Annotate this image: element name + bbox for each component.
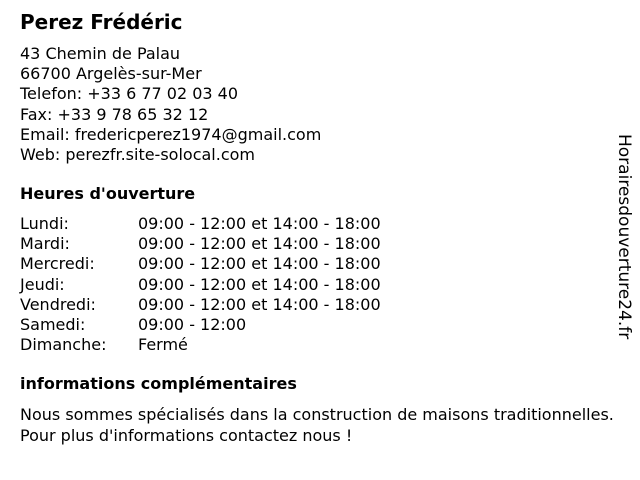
hours-row-wednesday	[20, 254, 381, 274]
info-text: Nous sommes spécialisés dans la construction de maisons traditionnelles. Pour plus d'informations contactez nous !	[20, 405, 614, 445]
watermark-text: Horairesdouverture24.fr	[614, 134, 634, 340]
hours-row-saturday	[20, 315, 381, 335]
hours-value: 09:00 - 12:00 et 14:00 - 18:00	[138, 254, 381, 274]
hours-day: Samedi:	[20, 315, 86, 335]
watermark	[612, 134, 636, 374]
hours-table	[20, 214, 381, 355]
info-heading: informations complémentaires	[20, 374, 297, 393]
hours-row-tuesday	[20, 234, 381, 254]
hours-value: 09:00 - 12:00 et 14:00 - 18:00	[138, 214, 381, 233]
address-line1: 43 Chemin de Palau	[20, 44, 181, 63]
hours-row-monday	[20, 214, 381, 234]
hours-heading: Heures d'ouverture	[20, 184, 196, 203]
hours-value: 09:00 - 12:00 et 14:00 - 18:00	[138, 274, 381, 294]
web-text: Web: perezfr.site-solocal.com	[20, 145, 255, 165]
hours-day: Mercredi:	[20, 254, 95, 274]
hours-day: Mardi:	[20, 234, 70, 254]
hours-day: Vendredi:	[20, 294, 96, 314]
fax-text: Fax: +33 9 78 65 32 12	[20, 104, 209, 124]
hours-row-friday	[20, 295, 381, 315]
hours-value: 09:00 - 12:00	[138, 315, 247, 335]
address-line2: 66700 Argelès-sur-Mer	[20, 64, 202, 84]
hours-row-sunday	[20, 335, 381, 355]
contact-block	[20, 44, 321, 165]
hours-row-thursday	[20, 275, 381, 295]
hours-day: Jeudi:	[20, 274, 65, 294]
hours-day: Dimanche:	[20, 335, 107, 355]
phone-text: Telefon: +33 6 77 02 03 40	[20, 84, 239, 104]
hours-value: 09:00 - 12:00 et 14:00 - 18:00	[138, 234, 381, 254]
hours-day: Lundi:	[20, 214, 69, 233]
hours-value: 09:00 - 12:00 et 14:00 - 18:00	[138, 294, 381, 314]
business-name: Perez Frédéric	[20, 10, 183, 34]
hours-value: Fermé	[138, 335, 188, 355]
email-text: Email: fredericperez1974@gmail.com	[20, 124, 322, 144]
